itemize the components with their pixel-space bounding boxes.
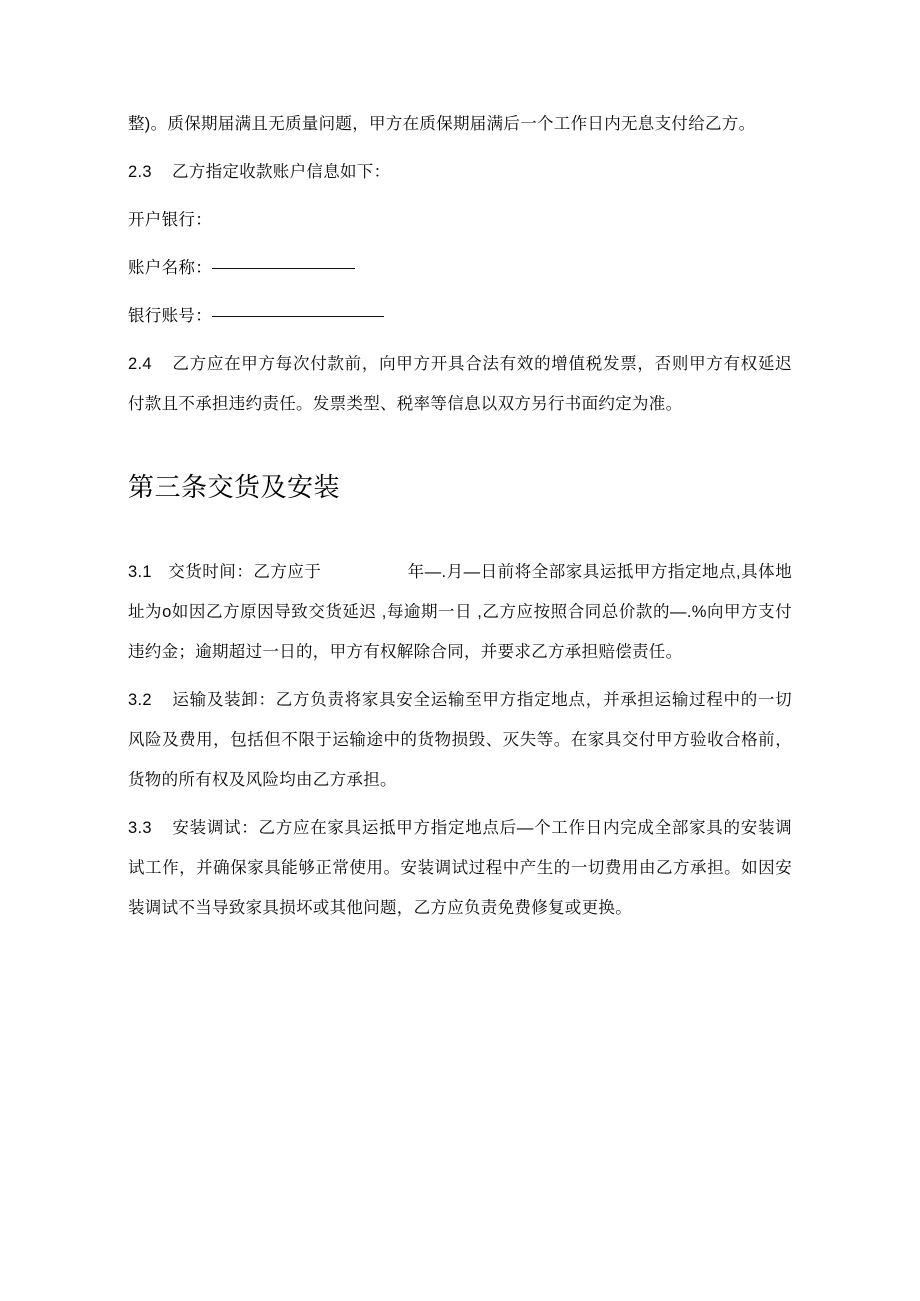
account-name-label: 账户名称：: [128, 259, 212, 277]
bank-account-fill-field[interactable]: [212, 316, 384, 317]
document-content: [128, 104, 792, 928]
clause-2-3-number: 2.3: [128, 163, 152, 181]
account-name-row: [128, 248, 792, 288]
section-heading: 第三条交货及安装: [128, 472, 341, 502]
clause-3-2-text: 运输及装卸：乙方负责将家具安全运输至甲方指定地点，并承担运输过程中的一切风险及费用，包括但不限于运输途中的货物损毁、灭失等。在家具交付甲方验收合格前，货物的所有权及风险均由乙方承担。: [128, 691, 792, 789]
clause-3-1: [128, 552, 792, 672]
clause-3-3-number: 3.3: [128, 819, 152, 837]
bank-name-label: 开户银行：: [128, 211, 212, 229]
section-heading-block: [128, 470, 792, 504]
clause-3-2-number: 3.2: [128, 691, 152, 709]
clause-2-4-text: 乙方应在甲方每次付款前，向甲方开具合法有效的增值税发票，否则甲方有权延迟付款且不承担违约责任。发票类型、税率等信息以双方另行书面约定为准。: [128, 355, 792, 413]
clause-3-1-number: 3.1: [128, 563, 152, 581]
clause-3-3: [128, 808, 792, 928]
clause-3-1-text-before-blank: 交货时间：乙方应于: [168, 563, 322, 581]
clause-3-1-text-after-blank: 年—.月—日前将全部家具运抵甲方指定地点,具体地址为o如因乙方原因导致交货延迟 ,每逾期一日 ,乙方应按照合同总价款的—.%向甲方支付违约金；逾期超过一日的，甲方有权解除合同，并要求乙方承担赔偿责任。: [128, 563, 792, 661]
clause-3-3-text: 安装调试：乙方应在家具运抵甲方指定地点后—个工作日内完成全部家具的安装调试工作，并确保家具能够正常使用。安装调试过程中产生的一切费用由乙方承担。如因安装调试不当导致家具损坏或其他问题，乙方应负责免费修复或更换。: [128, 819, 792, 917]
bank-name-row: [128, 200, 792, 240]
clause-2-4-number: 2.4: [128, 355, 152, 373]
bank-account-row: [128, 296, 792, 336]
clause-2-3-text: 乙方指定收款账户信息如下：: [172, 163, 391, 181]
carryover-paragraph: 整)。质保期届满且无质量问题，甲方在质保期届满后一个工作日内无息支付给乙方。: [128, 115, 756, 133]
account-name-fill-field[interactable]: [212, 268, 355, 269]
clause-2-3: [128, 152, 792, 192]
bank-account-label: 银行账号：: [128, 307, 212, 325]
clause-3-2: [128, 680, 792, 800]
clause-2-4: [128, 344, 792, 424]
